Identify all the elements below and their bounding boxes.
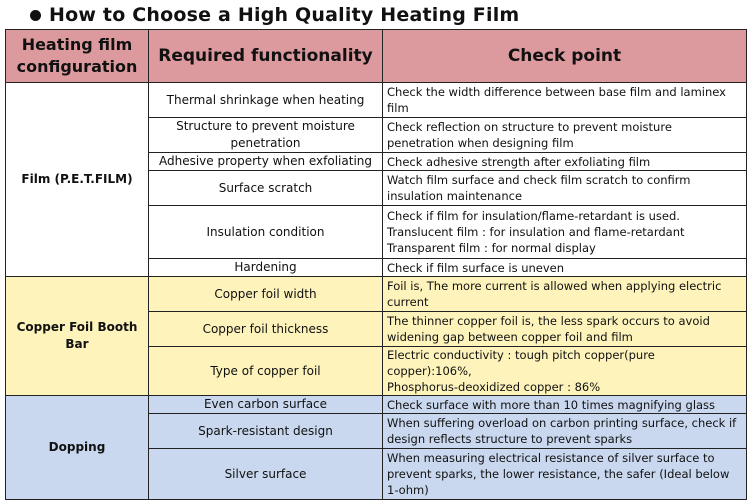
required-cell: Structure to prevent moisture penetration xyxy=(149,118,383,153)
group-copper-foil: Copper Foil Booth Bar xyxy=(6,277,149,396)
header-configuration: Heating film configuration xyxy=(6,30,149,83)
required-cell: Adhesive property when exfoliating xyxy=(149,153,383,171)
check-cell: Foil is, The more current is allowed when applying electric current xyxy=(383,277,747,312)
required-cell: Type of copper foil xyxy=(149,347,383,396)
page-title xyxy=(30,2,519,28)
required-cell: Surface scratch xyxy=(149,171,383,206)
required-cell: Silver surface xyxy=(149,449,383,500)
required-cell: Spark-resistant design xyxy=(149,414,383,449)
header-row xyxy=(6,30,747,83)
check-cell: Check the width difference between base film and laminex film xyxy=(383,83,747,118)
check-cell: Check adhesive strength after exfoliating film xyxy=(383,153,747,171)
check-line: Phosphorus-deoxidized copper : 86% xyxy=(387,380,601,394)
check-cell: Check if film surface is uneven xyxy=(383,259,747,277)
check-line: Check if film for insulation/flame-retardant is used. xyxy=(387,209,680,223)
title-text: How to Choose a High Quality Heating Film xyxy=(49,4,520,26)
table-row xyxy=(6,396,747,414)
check-cell xyxy=(383,347,747,396)
header-required-functionality: Required functionality xyxy=(149,30,383,83)
check-cell: When measuring electrical resistance of silver surface to prevent sparks, the lower resistance, the safer (Ideal below 1-ohm) xyxy=(383,449,747,500)
required-cell: Copper foil width xyxy=(149,277,383,312)
table-row xyxy=(6,277,747,312)
check-cell: When suffering overload on carbon printing surface, check if design reflects structure to prevent sparks xyxy=(383,414,747,449)
required-cell: Thermal shrinkage when heating xyxy=(149,83,383,118)
group-film: Film (P.E.T.FILM) xyxy=(6,83,149,277)
required-cell: Hardening xyxy=(149,259,383,277)
check-cell: Watch film surface and check film scratch to confirm insulation maintenance xyxy=(383,171,747,206)
check-line: Electric conductivity : tough pitch copper(pure copper):106%, xyxy=(387,348,655,378)
check-cell: Check reflection on structure to prevent moisture penetration when designing film xyxy=(383,118,747,153)
required-cell: Insulation condition xyxy=(149,206,383,259)
check-cell: The thinner copper foil is, the less spark occurs to avoid widening gap between copper foil and film xyxy=(383,312,747,347)
required-cell: Copper foil thickness xyxy=(149,312,383,347)
group-dopping: Dopping xyxy=(6,396,149,500)
check-line: Transparent film : for normal display xyxy=(387,241,596,255)
check-cell xyxy=(383,206,747,259)
bullet-icon xyxy=(30,10,41,21)
heating-film-table xyxy=(5,29,747,500)
check-cell: Check surface with more than 10 times magnifying glass xyxy=(383,396,747,414)
check-line: Translucent film : for insulation and flame-retardant xyxy=(387,225,685,239)
table-row xyxy=(6,83,747,118)
header-check-point: Check point xyxy=(383,30,747,83)
required-cell: Even carbon surface xyxy=(149,396,383,414)
